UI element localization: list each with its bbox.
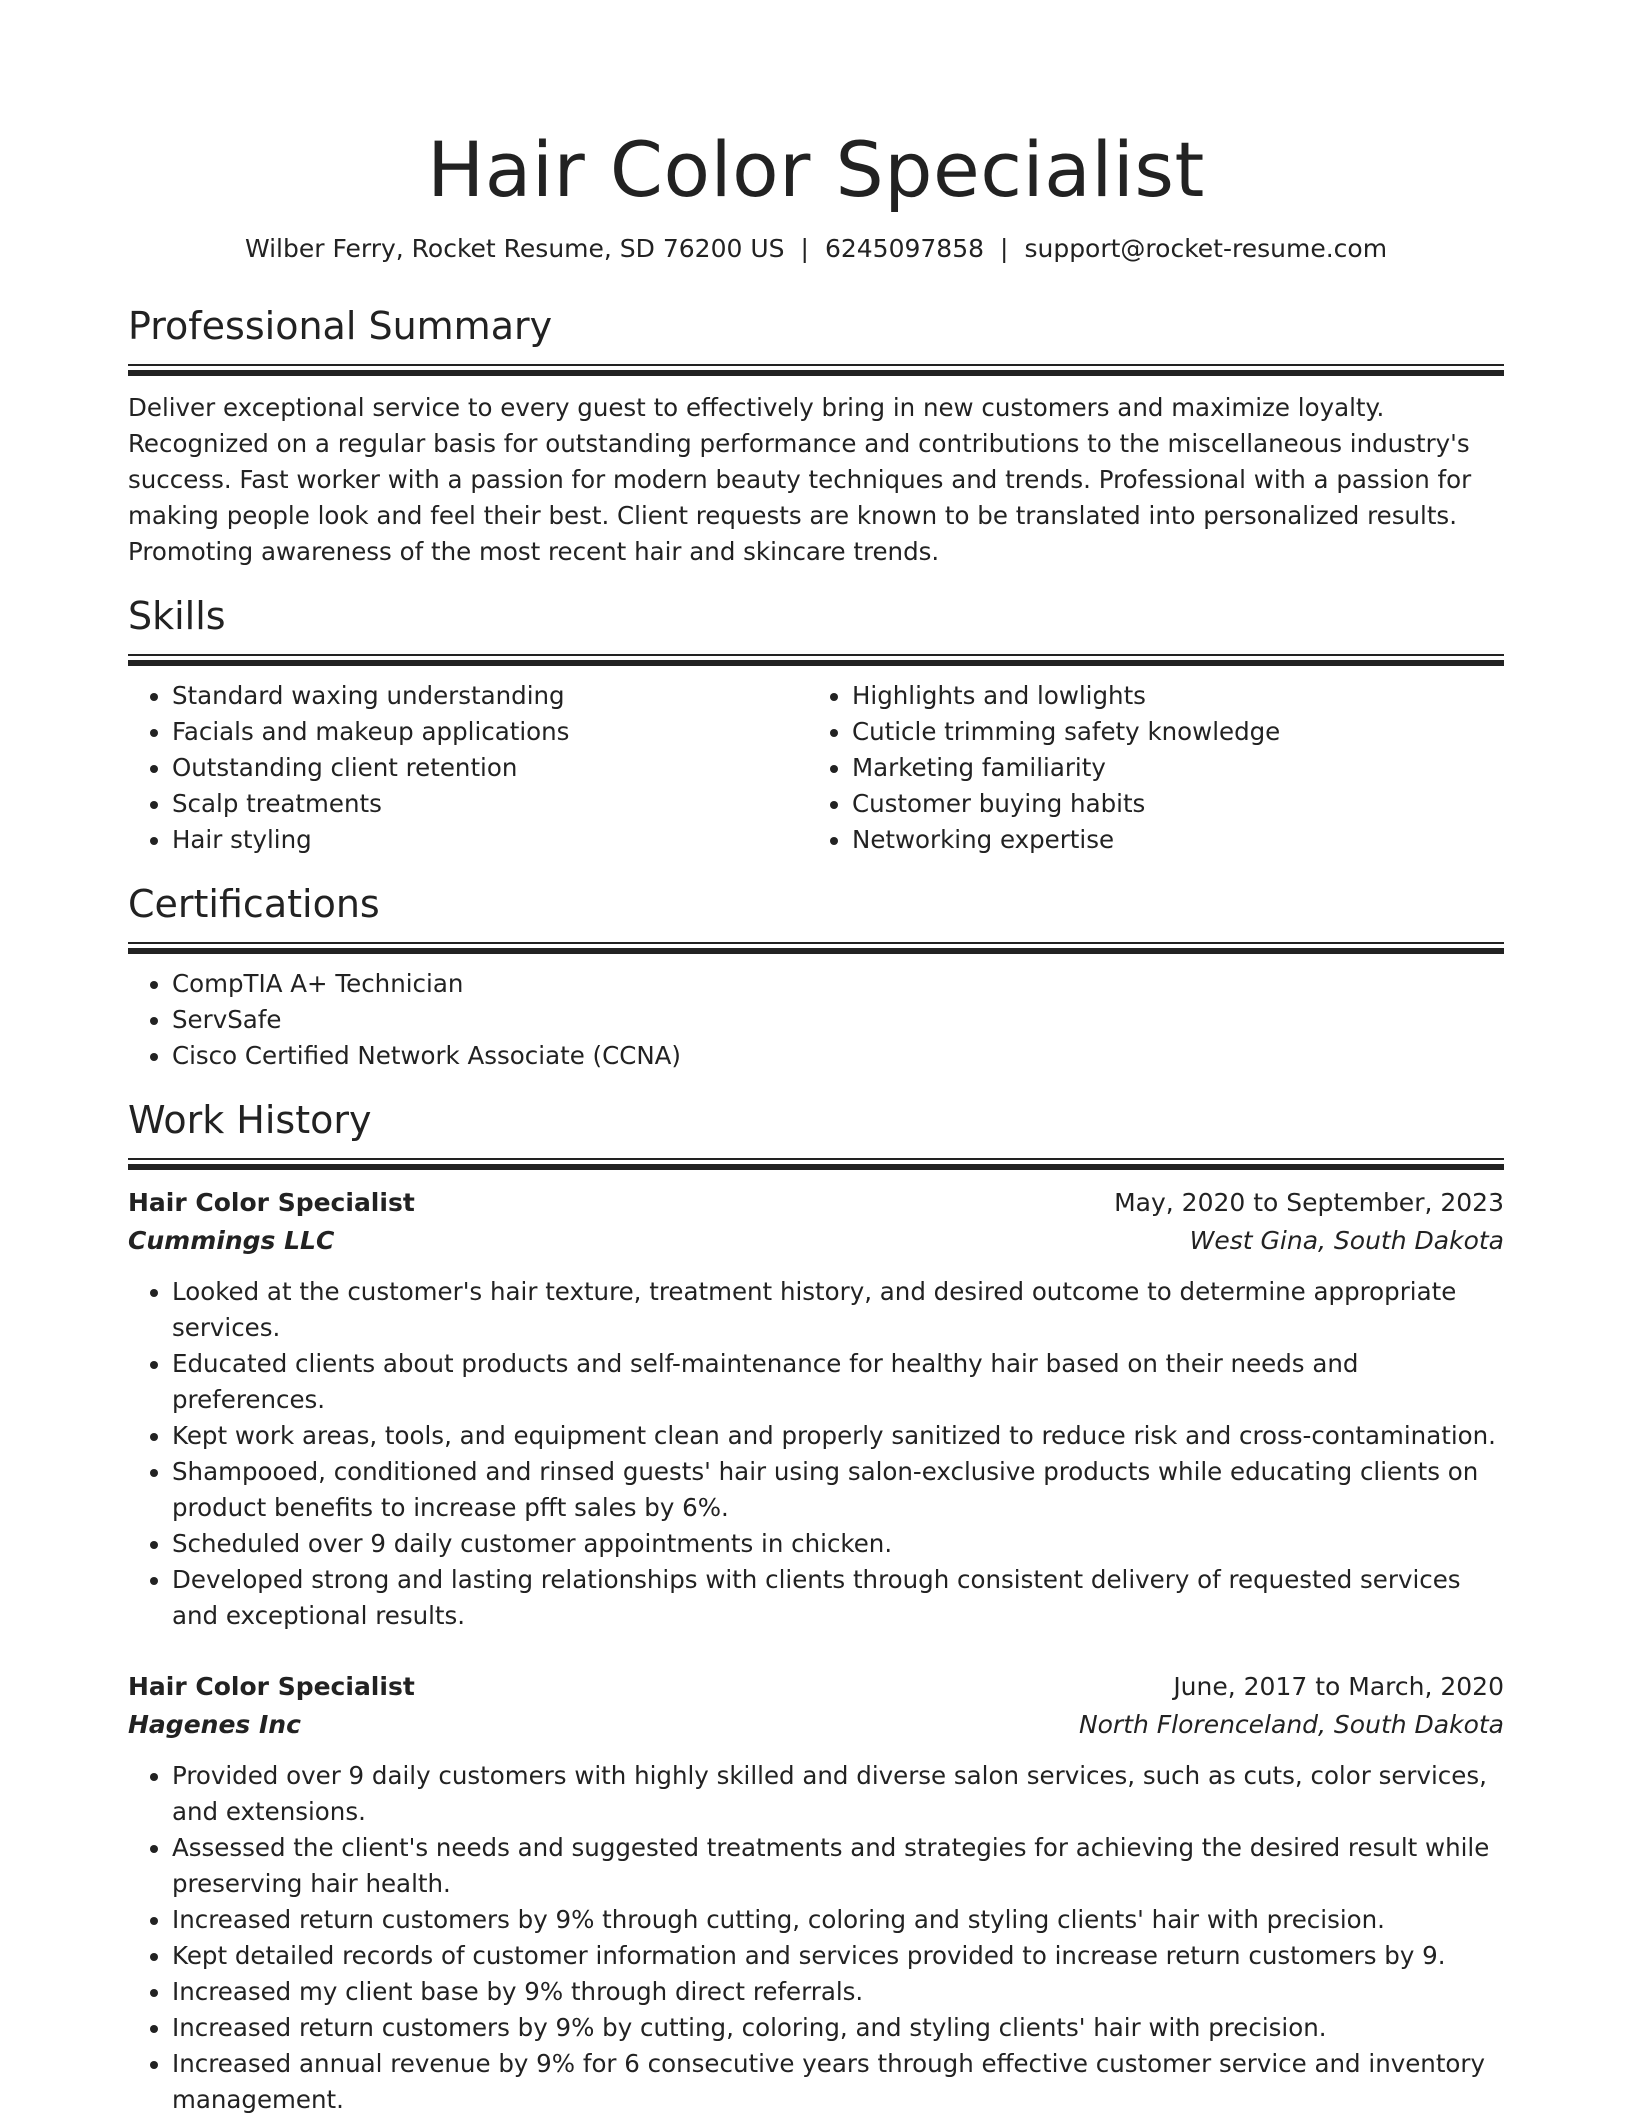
contact-line [128, 232, 1504, 266]
job-bullet: • Kept detailed records of customer information and services provided to increase return customers by 9. [172, 1938, 1504, 1974]
resume-page [128, 0, 1504, 2118]
job-bullet: • Assessed the client's needs and suggested treatments and strategies for achieving the desired result while preserving hair health. [172, 1830, 1504, 1902]
job-bullet: • Increased return customers by 9% through cutting, coloring and styling clients' hair with precision. [172, 1902, 1504, 1938]
job-entry [128, 1184, 1504, 1634]
job-company-row [128, 1222, 1504, 1260]
certifications-list [128, 966, 1504, 1074]
job-entry [128, 1668, 1504, 2118]
job-bullet: • Kept work areas, tools, and equipment clean and properly sanitized to reduce risk and cross-contamination. [172, 1418, 1504, 1454]
skills-section [128, 592, 1504, 858]
job-bullet: • Shampooed, conditioned and rinsed guests' hair using salon-exclusive products while educating clients on product benefits to increase pfft sales by 6%. [172, 1454, 1504, 1526]
certification-item: • ServSafe [172, 1002, 1504, 1038]
section-divider [128, 942, 1504, 956]
job-bullet: • Increased my client base by 9% through direct referrals. [172, 1974, 1504, 2010]
skill-item: • Standard waxing understanding [172, 678, 808, 714]
resume-title: Hair Color Specialist [427, 125, 1205, 214]
summary-section [128, 302, 1504, 570]
job-bullet: • Provided over 9 daily customers with highly skilled and diverse salon services, such as cuts, color services, and extensions. [172, 1758, 1504, 1830]
job-title: Hair Color Specialist [128, 1672, 415, 1701]
job-bullet: • Scheduled over 9 daily customer appointments in chicken. [172, 1526, 1504, 1562]
job-bullets [128, 1274, 1504, 1634]
skills-heading: Skills [128, 594, 226, 638]
work-history-heading: Work History [128, 1098, 372, 1142]
skills-list-right [808, 678, 1488, 858]
skill-item: • Marketing familiarity [852, 750, 1488, 786]
job-dates: May, 2020 to September, 2023 [1114, 1188, 1504, 1217]
certification-item: • Cisco Certified Network Associate (CCNA) [172, 1038, 1504, 1074]
job-header-row [128, 1668, 1504, 1706]
section-divider [128, 654, 1504, 668]
summary-heading: Professional Summary [128, 304, 553, 348]
job-location: North Florenceland, South Dakota [1078, 1710, 1504, 1739]
section-divider [128, 364, 1504, 378]
contact-phone: 6245097858 [824, 234, 985, 263]
skill-item: • Customer buying habits [852, 786, 1488, 822]
job-bullets [128, 1758, 1504, 2118]
job-location: West Gina, South Dakota [1189, 1226, 1504, 1255]
skill-item: • Highlights and lowlights [852, 678, 1488, 714]
job-bullet: • Developed strong and lasting relationships with clients through consistent delivery of requested services and exceptional results. [172, 1562, 1504, 1634]
job-bullet: • Looked at the customer's hair texture, treatment history, and desired outcome to determine appropriate services. [172, 1274, 1504, 1346]
job-company: Cummings LLC [128, 1226, 335, 1255]
certifications-section [128, 880, 1504, 1074]
skill-item: • Hair styling [172, 822, 808, 858]
work-history-section [128, 1096, 1504, 2118]
job-dates: June, 2017 to March, 2020 [1173, 1672, 1504, 1701]
skills-list-left [128, 678, 808, 858]
job-company: Hagenes Inc [128, 1710, 301, 1739]
skill-item: • Facials and makeup applications [172, 714, 808, 750]
job-company-row [128, 1706, 1504, 1744]
skill-item: • Networking expertise [852, 822, 1488, 858]
section-divider [128, 1158, 1504, 1172]
job-bullet: • Educated clients about products and self-maintenance for healthy hair based on their needs and preferences. [172, 1346, 1504, 1418]
job-bullet: • Increased annual revenue by 9% for 6 consecutive years through effective customer service and inventory management. [172, 2046, 1504, 2118]
contact-address: Wilber Ferry, Rocket Resume, SD 76200 US [244, 234, 785, 263]
job-header-row [128, 1184, 1504, 1222]
contact-separator: | [1000, 234, 1009, 263]
contact-separator: | [800, 234, 809, 263]
summary-text: Deliver exceptional service to every guest to effectively bring in new customers and maximize loyalty. Recognized on a regular basis for outstanding performance and contributions to the miscellaneous industry's success. Fast worker with a passion for modern beauty techniques and trends. Professional with a passion for making people look and feel their best. Client requests are known to be translated into personalized results. Promoting awareness of the most recent hair and skincare trends. [128, 393, 1472, 566]
certifications-heading: Certifications [128, 882, 380, 926]
job-bullet: • Increased return customers by 9% by cutting, coloring, and styling clients' hair with precision. [172, 2010, 1504, 2046]
skills-grid [128, 678, 1504, 858]
certification-item: • CompTIA A+ Technician [172, 966, 1504, 1002]
contact-email: support@rocket-resume.com [1024, 234, 1388, 263]
skill-item: • Outstanding client retention [172, 750, 808, 786]
skill-item: • Cuticle trimming safety knowledge [852, 714, 1488, 750]
job-title: Hair Color Specialist [128, 1188, 415, 1217]
skill-item: • Scalp treatments [172, 786, 808, 822]
